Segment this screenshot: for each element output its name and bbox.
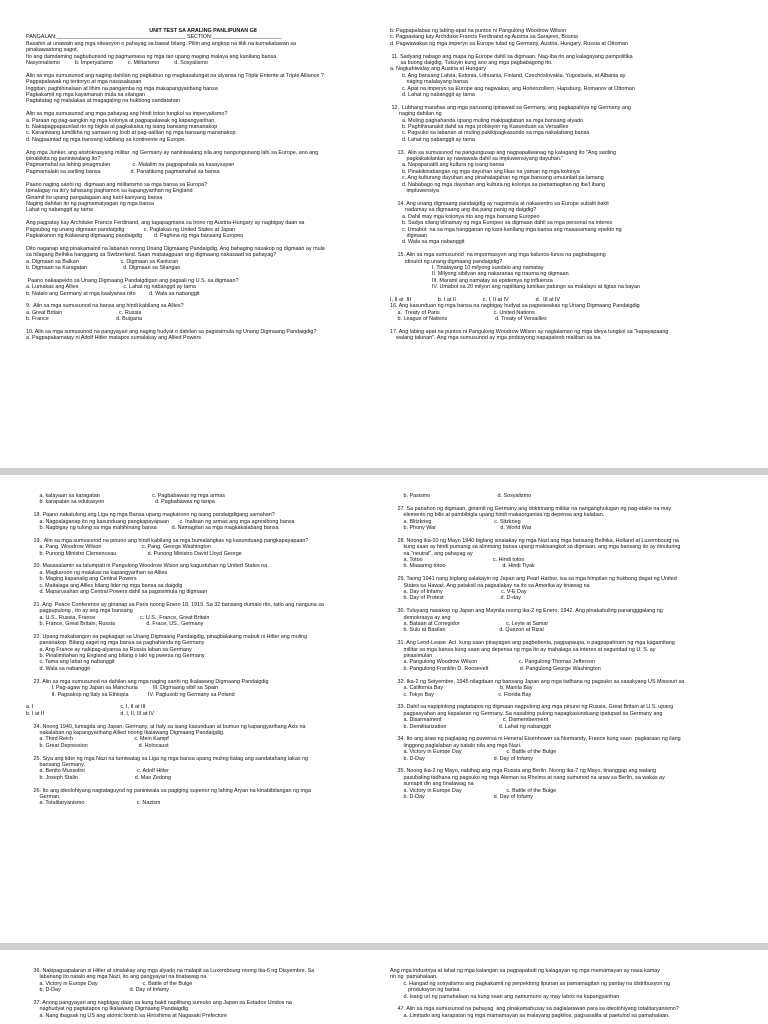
text-line: PANGALAN:___________________________________________ SECTION:_______________________ (26, 34, 282, 41)
text-line: kung saan ay hindi pumanig sa alinmang bansa upang makisangkot sa digmaan, ang mga bansang ito ay itinuturing (390, 544, 681, 551)
text-line: b. D-Day d. Day of Infamy (26, 987, 169, 994)
text-line: 37. Anong pangyayari ang nagbigay daan sa kung bakit napilitang sumuko ang Japan sa Estados Unidos na (26, 1000, 292, 1007)
text-line: a. Blitzkrieg c. Sitzkrieg (390, 518, 521, 525)
text-line: a. Benito Mussolini c. Adolf Hitler (26, 768, 169, 775)
text-line: a. Bataan at Corregidor c. Leyte at Samar (390, 621, 549, 628)
text-line: 9. Alin sa mga sumusunod na bansa ang hindi kabilang sa Allies? (26, 303, 184, 310)
text-line: 15. Alin sa mga sumusunod na impormasyon ang mga kalunos-lunos na pagbabagong (390, 252, 606, 259)
text-line: 11. Sadyang nabago ang mapa ng Europe dahil sa digmaan. Nag-iba rin ang kalagayang pampolitika (390, 53, 633, 60)
text-line: b. Sadya silang idinamay ng mga Europeo sa digmaan dahil sa mga personal na interes (390, 220, 613, 227)
text-line: a. Victory in Europe Day c. Battle of the Bulge (390, 749, 557, 756)
text-line: b. karapatan sa edukasyon d. Pagbabawas ng taripa (26, 499, 215, 506)
text-line: Pagmamahal sa lahing pinagmulan c. Malalim na pagpapahala sa kasaysayan (26, 162, 235, 169)
page-1 (0, 0, 768, 468)
text-line: a. Treaty of Paris c. United Nations (390, 309, 535, 316)
text-line: b. League of Nations d. Treaty of Versailles (390, 316, 547, 323)
text-line: demokrasya ay ang (390, 614, 451, 621)
text-line: 12. Lubhang marahas ang mga parusang ipinawad sa Germany, ang pagkapahiya ng Germany ang (390, 104, 631, 111)
text-line: b. Pangulong Franklin D. Roosevelt d. Pangulong George Washington (390, 665, 601, 672)
text-line: Inggitan, paghihinalaan at lihim na pangamba ng mga makapangyarihang bansa (26, 85, 218, 92)
text-line: a. Ang France ay nakipag-alyansa sa Russia laban sa Germany (26, 646, 192, 653)
text-line: b. D-Day d. Day of Infamy (390, 793, 533, 800)
text-line: b. Joseph Stalin d. Mao Zedong (26, 774, 172, 781)
text-line: a. Napapanatili ang kultura ng isang bansa (390, 162, 505, 169)
text-line: d. Lahat ng nabanggit ay tama (390, 92, 475, 99)
text-line: sa hilagang Belhika hanggang sa Switzerland. Saan matatagpuan ang digmaang nakasaad sa pahayag? (26, 252, 277, 259)
text-line: pinakawastong sagot. (26, 47, 79, 54)
test-title: UNIT TEST SA ARALING PANLIPUNAN G8 (149, 28, 257, 34)
text-line: Ang pagpatay kay Archduke Francis Ferdinand, ang tagapagmana sa trono ng Austria-Hungary ay nagbigay daan sa (26, 220, 305, 227)
text-line: Dito naganap ang pinakamainit na labanan noong Unang Digmaang Pandaigdig. Ang bahaging nasakop ng digmaan ay mula (26, 245, 325, 252)
text-line: c. Hangad ng sosyalismo ang pagkakamit ng perpektong lipunan sa pamamagitan ng pantay na distribusyon ng (390, 980, 670, 987)
text-line: b. Phony War d. World War (390, 525, 532, 532)
text-line: d. Isang uri ng pamahalaan na kung saan ang namumuno ay may labos na kapangyarihan (390, 993, 620, 1000)
text-line: Paano naging sanhi ng digmaan ang militarismo sa mga bansa sa Europa? (26, 181, 207, 188)
text-line: a. Disarmament c. Dismemberment (390, 717, 549, 724)
text-line: a. I c. I, II at III (26, 704, 146, 711)
text-line: a. Nagkahiwalay ang Austria at Hungary (390, 66, 486, 73)
text-line: 27. Sa panahon ng digmaan, ginamit ng Germany ang doktrinang militar na nanganghulugan ng pag-atake na may (390, 505, 672, 512)
text-line: b. Nakapagpapaunlad ito ng bigkis at pagkakaisa ng isang bansang mananakop (26, 124, 218, 131)
text-line: Pagtatatag ng malalakas at magagaling na hukbong sandatahan (26, 98, 181, 105)
text-line: b. Pagpapalabas ng labing-apat na puntos ni Pangulong Woodrow Wilson (390, 28, 567, 34)
text-line: produksyon ng bansa. (390, 987, 462, 994)
text-line: 35. Noong ika-2 ng Mayo, nabihag ang mga Russia ang Berlin. Noong ika-7 ng Mayo, tinanggap ang walang (390, 768, 657, 775)
text-line: pinasimulan (390, 653, 433, 660)
text-line: naging malalayang bansa (390, 79, 468, 86)
text-line: 33. Dahil sa napipintong pagtatapos ng digmaan nagpulong ang mga pinuno ng Russia, Great Britain at U.S. upang (390, 704, 674, 711)
text-line: bansang Germany. (26, 761, 85, 768)
text-line: b. Demilitarization d. Lahat ng nabanggit (390, 723, 551, 730)
text-line: c. Karaniwang lumilikha ng samaan ng loob at pag-aalitan ng mga bansang mananakop. (26, 130, 237, 137)
text-line: 36. Nakipagsapalaran si Hitler at sinalakay ang mga alyado na malapit sa Luxembourg noong ika-6 ng Disyembre. Sa (26, 968, 315, 974)
text-line: c. Apat na imperyo sa Europe ang nagwakas, ang Hohenzollern, Hapsburg, Romanov at Ottoman (390, 85, 635, 92)
text-line: 14. Ang unang digmaang pandaigdig ay nagsimula at nakasentro sa Europe subalit bakit (390, 200, 609, 207)
text-line: 17. Ang labing apat na puntos ni Pangulong Woodrow Wilson ay naglalaman ng mga ideya tungkol sa "kapayapaang (390, 328, 669, 335)
text-line: c. Umabot na sa mga hangganan ng kani-kanilang mga bansa ang masasamang epekto ng (390, 226, 622, 233)
text-line: 19. Alin sa mga sumusunod na pinuno ang hindi kabilang sa mga bumalangkas ng kasunduang pangkapayapaan? (26, 537, 309, 544)
text-line: a. Pangulong Woodrow Wilson c. Pangulong Thomas Jefferson (390, 659, 595, 666)
text-line: a. kalayaan sa karagatan c. Pagbabawas ng mga armas (26, 493, 225, 499)
page-3-left-column (26, 968, 380, 1019)
text-line: walang talunan". Ang mga sumusunod ay mga probisyong napapaloob maliban sa isa (390, 335, 601, 342)
text-line: ipinakikita ng paniniwalang ito? (26, 156, 101, 163)
text-line: digmaan (390, 232, 428, 239)
page-2 (0, 475, 768, 943)
text-line: nadamay sa digmaang ang iba pang panig ng daigdig? (390, 207, 537, 214)
text-line: impluwensiya (390, 188, 439, 195)
text-line: b. Punong Ministro Clemenceau d. Punong Ministro David Lloyd George (26, 550, 242, 557)
text-line: Pagpapalawak ng teritoryo at mga nasasakupan (26, 79, 142, 86)
text-line: Lahat ng nabanggit ay tama (26, 207, 93, 214)
text-line: a. Pagpapakamatay ni Adolf Hitler matapos sumalakay ang Allied Powers (26, 335, 201, 342)
page-2-left-column (26, 493, 380, 807)
text-line: a. U.S., Russia, France c. U.S., France, Great Britain (26, 614, 210, 621)
page-3 (0, 950, 768, 1024)
text-line: b. Day of Protest d. D-day (390, 595, 521, 602)
text-line: a. Totoo c. Hindi totoo (390, 557, 525, 564)
page-1-right-column (390, 28, 744, 342)
text-line: 16. Ang kasunduan ng mga bansa na nagbigay hudyat sa pagwawakas ng Unang Digmaang Pandaigdig (390, 303, 640, 310)
text-line: a. Victory in Europe Day c. Battle of the Bulge (390, 787, 557, 794)
text-line: pananakop. Bilang saget ng mga bansa sa paghahanda ng Germany (26, 640, 205, 647)
text-line: c. Pagsuko sa labanan at muling pakikipagkasundo sa mga nakalabang bansa (390, 130, 590, 137)
text-line: a. Pang. Woodrow Wilson c. Pang. George Washington (26, 544, 211, 551)
text-line: 34. Ito ang araw ng paglapag ng puwersa ni Heneral Eisenhower sa Normandy, France kung saan pagkaraan ng ilang (390, 736, 681, 743)
text-line: sa buong daigdig. Tukuyin kung ano ang mga pagbabagong ito. (390, 60, 553, 67)
text-line: I. Tinatayang 10 milyong sundalo ang namatay (390, 264, 544, 271)
text-line: na "neutral", ang pahayag ay (390, 550, 473, 557)
text-line: 31. Ang Lend-Lease Act kung saan pinayagan ang pagbebenta, pagpapaupa, o pagpapahiram ng mga kagamitang (390, 640, 675, 647)
text-line: c. Tokyo Bay c. Florida Bay (390, 691, 532, 698)
text-line: a. Limitado ang karapatan ng mga mamamayan sa malayang pagkilos, pagsasalita at paetulod sa pamahalaan. (390, 1012, 670, 1019)
text-line: b. I at II d. I, II, III at IV (26, 710, 154, 717)
text-line: Ang mga Junker, ang aristokrasyang militar ng Germany ay naniniwalang sila ang nangungunang lahi sa Europe, ano ang (26, 149, 319, 156)
text-line: c. Pagpaslang kay Archduke Francis Ferdinand ng Austria sa Sarajevo, Bosnia (390, 34, 578, 41)
text-line: Pagkakanon ng ikalawang digmaang pandaigdig d. Paghina ng mga bansang Europeo (26, 232, 244, 239)
text-line: d. Wala sa nabanggit (26, 665, 90, 672)
text-line: a. Victory in Europe Day c. Battle of the Bulge (26, 980, 193, 987)
text-line: 26. Ito ang ideolohiyang nagtataguyod ng paniniwala sa pagiging superior ng lahing Aryan na kinabibilangan ng mga (26, 787, 312, 794)
text-line: 20. Masasalamin sa talumpati ni Pangulong Woodrow Wison ang kagustuhan ng United States na (26, 563, 268, 570)
text-line: Naging dahilan ito ng pagmamatyagan ng mga bansa (26, 200, 154, 207)
text-line: 29. Taong 1941 nang biglang salakayin ng Japan ang Pearl Harbor, isa sa mga himpilan ng hukbong dagat ng United (390, 576, 677, 583)
text-line: d. Nababago ng mga dayuhan ang kultura ng kolonya sa pamamagitan ng iba't ibang (390, 181, 606, 188)
text-line: Ipinalagay na ito'y tahasang paghamon sa kapangyarihan ng England (26, 188, 193, 195)
text-line: a. Paraan ng pag-aangkin ng mga kolonya at pagpapalawak ng kapangyarihan. (26, 117, 216, 124)
text-line: b. Digmaan sa Karagatan d. Digmaan sa Silangan (26, 264, 181, 271)
text-line: 24. Noong 1940, lumagda ang Japan, Germany, at Italy sa isang kasunduan at bumuo ng kapangyarihang Axis na (26, 723, 306, 730)
text-line: Basahin at unawain ang mga siteasyon o pahayag sa bawat bilang. Piliin ang angkop na titik na kumakatawan sa (26, 40, 297, 47)
text-line: c. Tama ang lahat ng nabanggit (26, 659, 115, 666)
text-line: b. Maging kapanalig ang Central Powers (26, 576, 137, 583)
text-line: a. Great Britain c. Russia (26, 309, 142, 316)
text-line: idinulot ng unang digmaang pandaigdig? (390, 258, 503, 265)
text-line: Paano nakaapekto sa Unang Digmaang Pandaigdigan ang pagsali ng U.S. sa digmaan? (26, 277, 239, 284)
text-line: German. (26, 793, 61, 800)
page-3-right-column (390, 968, 744, 1019)
text-line: d. Pagwawakas ng mga imperyo sa Europe tulad ng Germany, Austria, Hungary, Russia at Ottoman (390, 40, 629, 47)
text-line: Ito ang damdaming nagbubunsod ng pagmamasa ng mga tao upang maging malaya ang kanilang bansa. (26, 53, 278, 60)
text-line: 10. Alin sa mga sumusunod na pangyayari ang naging hudyat o dahilan sa pagsisimula ng Unang Digmaang Pandaigdig? (26, 328, 317, 335)
text-line: a. Nang ibagsak ng US ang atomic bomb sa Hiroshima at Nagasaki Prefecture (26, 1012, 228, 1019)
text-line: b. Pasismo d. Sosyalismo (390, 493, 532, 499)
text-line: b. France d. Bulgaria (26, 316, 142, 323)
text-line: Pagmamalaki sa sariling bansa d. Panatikong pagmamahal sa bansa (26, 168, 220, 175)
text-line: a. Third Reich c. Mein Kampf (26, 736, 169, 743)
text-line: linggong paglalaban ay natalo nila ang mga Nazi. (390, 742, 522, 749)
text-line: Ginamit ito upang pangalagaan ang kani-kaniyang bansa (26, 194, 163, 201)
text-line: 47. Alin sa mga sumusunod na pahayag ang pinakamahusay sa paglalarawan para sa ideolohiyang totalitaryanismo? (390, 1006, 679, 1013)
text-line: a. Day of Infamy c. V-E Day (390, 589, 527, 596)
text-line: 23. Alin sa mga sumusunod na dahilan ang mga naging sanhi ng Ikalawang Digmaang Pandaigdig (26, 678, 269, 685)
text-line: b. Pinakikinabangan ng mga dayuhan ang likas na yaman ng mga kolonya (390, 168, 580, 175)
text-line: Alin sa mga sumusunod ang mga pahayag ang hindi totoo tungkol sa imperyalismo? (26, 111, 228, 118)
text-line: a. California Bay b. Manila Bay (390, 685, 533, 692)
text-line: 21. Ang Peace Conference ay ginanap sa Paris noong Enero 18, 1919. Sa 32 bansang dumalo rito, tatlo ang nanguna sa (26, 601, 324, 608)
text-line: a. Totalitaryanismo c. Nazism (26, 800, 161, 807)
text-line: a. Lumakas ang Allies c. Lahat ng nabanggit ay tama (26, 284, 196, 291)
text-line: 28. Noong ika-10 ng Mayo 1940 biglang sinalakay ng mga Nazi ang mga bansang Belhika, Holland at Luxembourg na (390, 537, 679, 544)
text-line: Pagsubog ng unang digmaan pandaigdig c. Paglakas ng United States at Japan (26, 226, 236, 233)
text-line: d. Maparusahan ang Central Powers dahil sa pagsisimula ng digmaan (26, 589, 207, 596)
text-line: b. Maaaring totoo d. Hindi Tiyak (390, 563, 535, 570)
text-line: pagpasyahan ang kapalaran ng Germany. Sa nasabing pulong napagkasunduang ipatupad sa Germany ang (390, 710, 663, 717)
text-line: elemento ng bilis at pambibigla upang hindi makaorganisa ng depensa ang kalaban. (390, 512, 605, 519)
text-line: III. Marami ang namatay sa epidemya ng influenza (390, 277, 553, 284)
text-line: I. Pag-agaw ng Japan sa Manchuria III. Digmaang sibil sa Spain (26, 685, 219, 692)
text-line: IV. Umabot sa 20 milyon ang napilitang lumikas patungo sa malalayo at ligtas na bayan (390, 284, 641, 291)
page-1-left-column (26, 28, 380, 342)
text-line: pasubaling tadhana ng pagsuko ng mga Aleman sa Rheims at nang sumunod na araw sa Berlin, sa wakas ay (390, 774, 665, 781)
text-line: sumapit din ang tinatawag na (390, 781, 474, 788)
text-line: a. Dahil may mga kolonya rito ang mga bansang Europeo (390, 213, 540, 220)
text-line: b. Pinalimitahan ng England ang bilang o laki ng pwersa ng Germany (26, 653, 205, 660)
text-line: b. Paghihinanakit dahil sa mga probisyon ng Kasunduan sa Versailles (390, 124, 569, 131)
text-line: a. Muling paghahanda upang muling makipaglaban sa mga bansang alyado (390, 117, 584, 124)
text-line: 25. Siya ang lider ng mga Nazi na tumiwalag sa Liga ng mga bansa upang muling itatag ang sandatahang lakas ng (26, 755, 309, 762)
text-line: Ang mga industriya at lahat ng mga kalangan sa pagpapabuti ng kalagayan ng mga mamamayan ay nasa kamay (390, 968, 661, 974)
text-line: Pagkakamit ng mga kayamanan mula sa silangan (26, 92, 145, 99)
text-line: II. Milyong sibilyan ang nakaranas ng trauma ng digmaan (390, 271, 569, 278)
text-line: naging dahilan ng (390, 111, 442, 118)
text-line: 13. Alin sa sumusunod na pangungusap ang nagpapaliwanag ng katagang ito "Ang sariling (390, 149, 617, 156)
text-line: 30. Tuluyang nasakop ng Japan ang Maynila noong ika-2 ng Enero, 1942. Ang pinakahuling panangggalang ng (390, 608, 663, 615)
text-line: I, II at III b. I at II c. I, II at IV d. III at IV (390, 296, 561, 303)
text-line: c. Maitalaga ang Allies bilang lider ng mga bansa sa daigdig (26, 582, 183, 589)
text-line: rin ng pamahalaan. (390, 974, 438, 981)
text-line: d. Nagpaunlad ng mga bansang kabilang sa kontinente ng Europe. (26, 136, 186, 143)
text-line: b. Natalo ang Germany at mga kaalyansa nito d. Wala sa nabanggit (26, 290, 200, 297)
text-line: nakalaban ng kapangyarihang Allied noong Ikalawang Digmaang Pandaigdig. (26, 729, 225, 736)
text-line: a. Magkaroon ng malakas na kapangyarihan sa Allies (26, 569, 168, 576)
text-line: 32. Ika-2 ng Setyembre, 1945 nilagdaan ng bansang Japan ang mga tadhana ng pagsuko sa sasakyang US Missouri sa (390, 678, 685, 685)
text-line: b. Nagbigay ng tulong sa mga mahihinang bansa d. Namagitan sa mga magkakalabang bansa (26, 525, 279, 532)
text-line: b. Great Depression d. Holocaust (26, 742, 169, 749)
text-line: 18. Paano nakatulong ang Liga ng mga Bansa upang magkaroon ng isang pandaigdigang samahan? (26, 512, 275, 519)
text-line: a. Nagpalaganap ito ng kasunduang pangkapayapaan c. Inalisan ng armas ang mga agresibong bansa (26, 518, 295, 525)
text-line: II. Pagsakop ng Italy sa Ethiopia IV. Paglusob ng Germany sa Poland (26, 691, 235, 698)
text-line: b. D-Day d. Day of Infamy (390, 755, 533, 762)
text-line: militar sa mga bansa kung saan ang depensa ng mga ito ay mahalaga sa interes at seguridad ng U. S. ay (390, 646, 656, 653)
text-line: b. Sulu at Basilan d. Quezon at Rizal (390, 627, 544, 634)
text-line: pagkakakilanlan ay nawawala dahil sa impluwensiyang dayuhan." (390, 156, 564, 163)
text-line: Alin sa mga sumusunod ang naging dahilan ng pagkabuo ng magkasalungat na alyansa ng Triple Entente at Triple Alliance ? (26, 72, 324, 79)
page-2-right-column (390, 493, 744, 800)
text-line: d. Lahat ng nabanggit ay tama (390, 136, 475, 143)
text-line: b. Ang bansang Latvia, Estonia, Lithuania, Finland, Czechoslovakia, Yugoslavia, at Albania ay (390, 72, 626, 79)
text-line: a. Digmaan sa Balkan c. Digmaan sa Kanluran (26, 258, 179, 265)
text-line: naghudyat ng pagtatapos ng Ikalawang Digmaang Pandaigdig (26, 1006, 189, 1013)
text-line: States sa Hawaii. Ang pataksil na pagsalakay na ito sa Amerika ay tinawag na (390, 582, 590, 589)
text-line: b. France, Great Britain, Russia d. Frace, US., Germany (26, 621, 204, 628)
text-line: c. Ang kulturang dayuhan ang pinahalagahan ng mga bansang umuunlad pa lamang (390, 175, 604, 182)
text-line: labanang ito natalo ang mga Nazi, ito ang pangyayari na tinatawag na (26, 974, 207, 981)
text-line: pagpupulong , ito ay ang mga bansang (26, 608, 133, 615)
text-line: Nasyonalismo b. Imperyalismo c. Militarismo d. Sosyalismo (26, 60, 208, 67)
text-line: d. Wala sa mga nabanggit (390, 239, 465, 246)
text-line: 22. Upang makabangon sa pagkagapi sa Unang Digmaang Pandaigdig, pinagbalakang mabuti ni Hitler ang muling (26, 633, 308, 640)
